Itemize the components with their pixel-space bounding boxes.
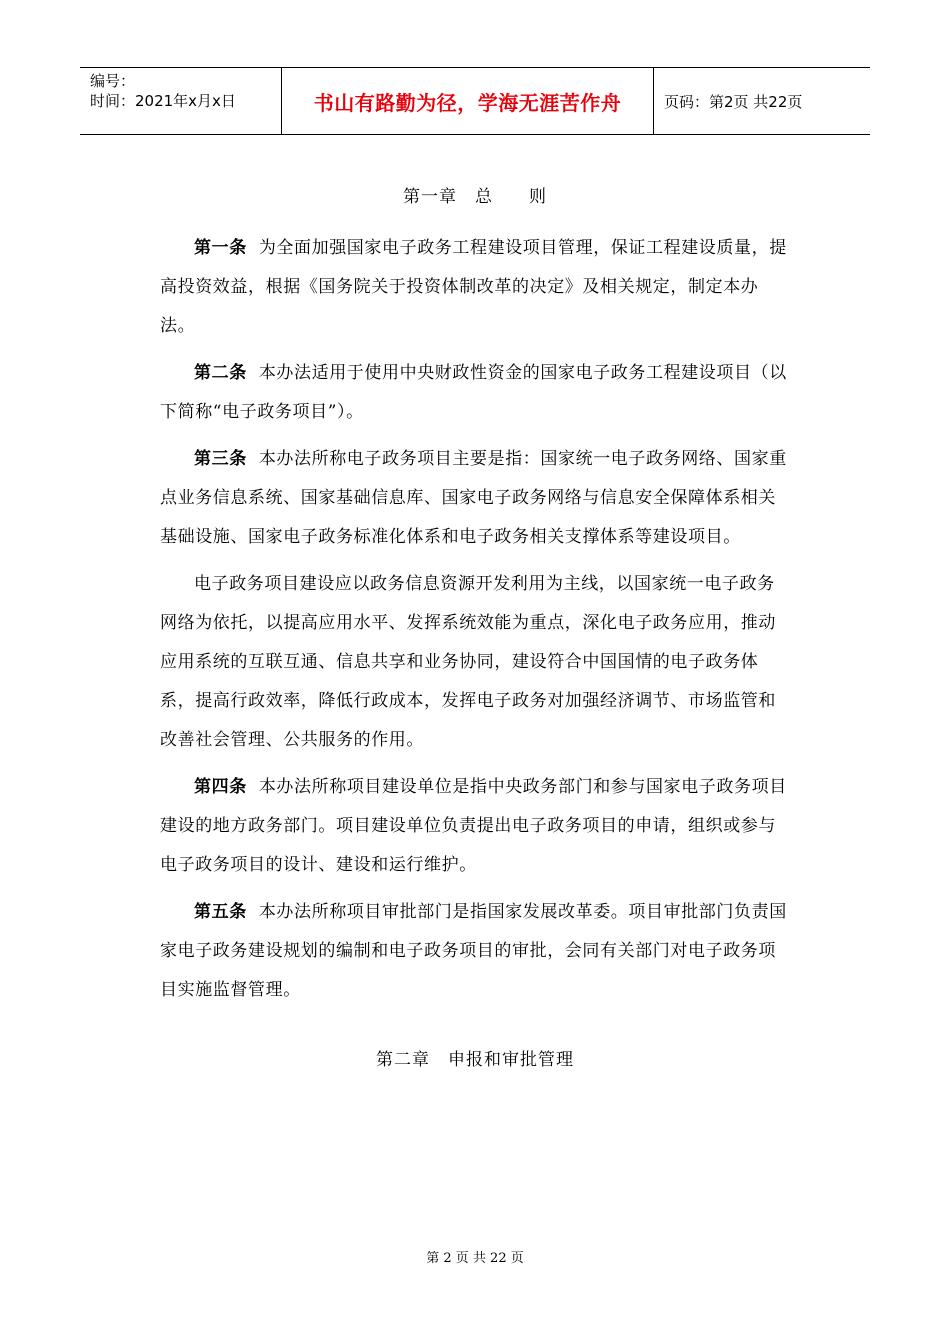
paragraph-text: 电子政务项目建设应以政务信息资源开发利用为主线，以国家统一电子政务网络为依托，以提高应用水平、发挥系统效能为重点，深化电子政务应用，推动应用系统的互联互通、信息共享和业务协同，建设符合中国国情的电子政务体系，提高行政效率，降低行政成本，发挥电子政务对加强经济调节、市场监管和改善社会管理、公共服务的作用。 bbox=[160, 574, 776, 750]
article-label: 第五条 bbox=[194, 902, 247, 922]
article-text: 本办法所称项目建设单位是指中央政务部门和参与国家电子政务项目建设的地方政务部门。项目建设单位负责提出电子政务项目的申请，组织或参与电子政务项目的设计、建设和运行维护。 bbox=[160, 777, 787, 875]
article-3 bbox=[160, 440, 790, 557]
article-3-paragraph-2 bbox=[160, 565, 790, 760]
article-label: 第四条 bbox=[194, 777, 247, 797]
article-text: 本办法所称电子政务项目主要是指：国家统一电子政务网络、国家重点业务信息系统、国家基础信息库、国家电子政务网络与信息安全保障体系相关基础设施、国家电子政务标准化体系和电子政务相关支撑体系等建设项目。 bbox=[160, 449, 787, 547]
article-text: 为全面加强国家电子政务工程建设项目管理，保证工程建设质量，提高投资效益，根据《国务院关于投资体制改革的决定》及相关规定，制定本办法。 bbox=[160, 238, 787, 336]
document-header bbox=[80, 67, 870, 135]
article-1 bbox=[160, 229, 790, 346]
article-label: 第一条 bbox=[194, 238, 247, 258]
article-5 bbox=[160, 893, 790, 1010]
article-4 bbox=[160, 768, 790, 885]
header-page-number: 页码：第2页 共22页 bbox=[664, 92, 803, 111]
document-body bbox=[160, 170, 790, 1070]
document-date: 时间：2021年x月x日 bbox=[90, 92, 236, 110]
header-page-cell bbox=[654, 68, 870, 134]
article-2 bbox=[160, 354, 790, 432]
chapter-1-title: 第一章 总 则 bbox=[403, 187, 547, 207]
header-info-cell bbox=[80, 68, 281, 134]
chapter-2-title: 第二章 申报和审批管理 bbox=[376, 1050, 574, 1070]
article-text: 本办法适用于使用中央财政性资金的国家电子政务工程建设项目（以下简称“电子政务项目”）。 bbox=[160, 363, 787, 422]
article-text: 本办法所称项目审批部门是指国家发展改革委。项目审批部门负责国家电子政务建设规划的编制和电子政务项目的审批，会同有关部门对电子政务项目实施监督管理。 bbox=[160, 902, 787, 1000]
document-number: 编号： bbox=[90, 72, 136, 90]
page-footer: 第 2 页 共 22 页 bbox=[426, 1251, 524, 1266]
header-motto: 书山有路勤为径，学海无涯苦作舟 bbox=[313, 90, 622, 115]
header-motto-cell bbox=[281, 68, 654, 134]
article-label: 第三条 bbox=[194, 449, 247, 469]
article-label: 第二条 bbox=[194, 363, 247, 383]
